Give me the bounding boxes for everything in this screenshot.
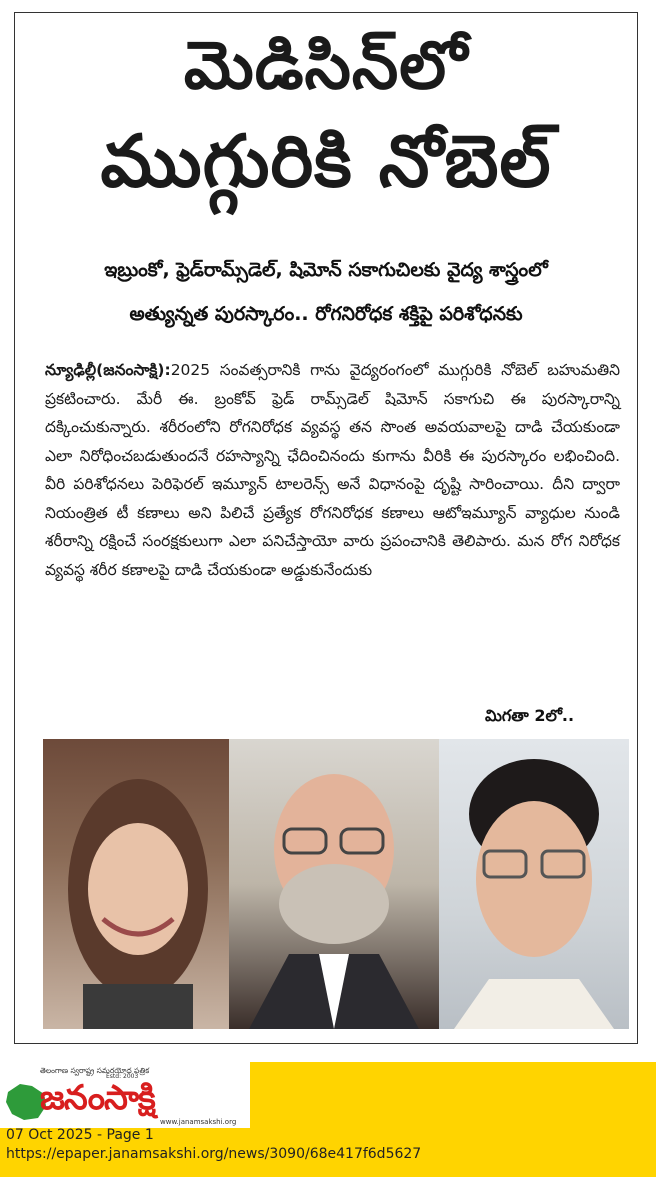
- footer-band-top: [250, 1062, 656, 1128]
- photo-bearded-man: [229, 739, 439, 1029]
- portrait-woman-icon: [43, 739, 229, 1029]
- continued-note: మిగతా 2లో..: [485, 706, 575, 725]
- photo-woman: [43, 739, 229, 1029]
- subheading-line-1: ఇబ్రుంకో, ఫ్రెడ్‌రామ్స్‌డెల్, షిమోన్ సకాగుచిలకు వైద్య శాస్త్రంలో: [104, 259, 548, 281]
- footer: [0, 1062, 656, 1177]
- logo-name: జనంసాక్షి: [40, 1078, 155, 1118]
- photo-man-glasses: [439, 739, 629, 1029]
- date-page: 07 Oct 2025 - Page 1: [6, 1127, 154, 1143]
- logo-est: Estd: 2003: [106, 1073, 139, 1080]
- logo: [0, 1062, 250, 1128]
- headline-line-1: మెడిసిన్‌లో: [183, 27, 469, 104]
- logo-url: www.janamsakshi.org: [160, 1118, 237, 1126]
- article-frame: [14, 12, 638, 1044]
- dateline: న్యూఢిల్లీ(జనంసాక్షి):: [45, 361, 171, 379]
- photo-strip: [43, 739, 629, 1029]
- subheading-line-2: అత్యున్నత పురస్కారం.. రోగనిరోధక శక్తిపై పరిశోధనకు: [129, 303, 523, 325]
- logo-tagline: తెలంగాణ స్వరాష్ట్ర సమరయోధ పత్రిక: [40, 1066, 150, 1075]
- epaper-link[interactable]: https://epaper.janamsakshi.org/news/3090/68e417f6d5627: [6, 1146, 422, 1162]
- headline-line-2: ముగ్గురికి నోబెల్: [100, 119, 552, 203]
- portrait-bearded-man-icon: [229, 739, 439, 1029]
- portrait-man-glasses-icon: [439, 739, 629, 1029]
- body-text: 2025 సంవత్సరానికి గాను వైద్యరంగంలో ముగ్గురికి నోబెల్ బహుమతిని ప్రకటించారు. మేరీ ఈ. బ్రంకోవ్ ఫ్రెడ్ రామ్స్‌డెల్ షిమోన్ సకాగుచి ఈ పురస్కారాన్ని దక్కించుకున్నారు. శరీరంలోని రోగనిరోధక వ్యవస్థ తన సొంత అవయవాలపై దాడి చేయకుండా ఎలా నిరోధించబడుతుందనే రహస్యాన్ని ఛేదించినందు కుగాను వీరికి ఈ పురస్కారం లభించింది. వీరి పరిశోధనలు పెరిఫెరల్ ఇమ్యూన్ టాలరెన్స్ అనే విధానంపై దృష్టి సారించాయి. దీని ద్వారా నియంత్రిత టీ కణాలు అని పిలిచే ప్రత్యేక రోగనిరోధక కణాలు ఆటోఇమ్యూన్ వ్యాధుల నుండి శరీరాన్ని రక్షించే సంరక్షకులుగా ఎలా పనిచేస్తాయో వారు ప్రపంచానికి తెలిపారు. మన రోగ నిరోధక వ్యవస్థ శరీర కణాలపై దాడి చేయకుండా అడ్డుకునేందుకు: [45, 361, 620, 579]
- article-body: [45, 356, 620, 584]
